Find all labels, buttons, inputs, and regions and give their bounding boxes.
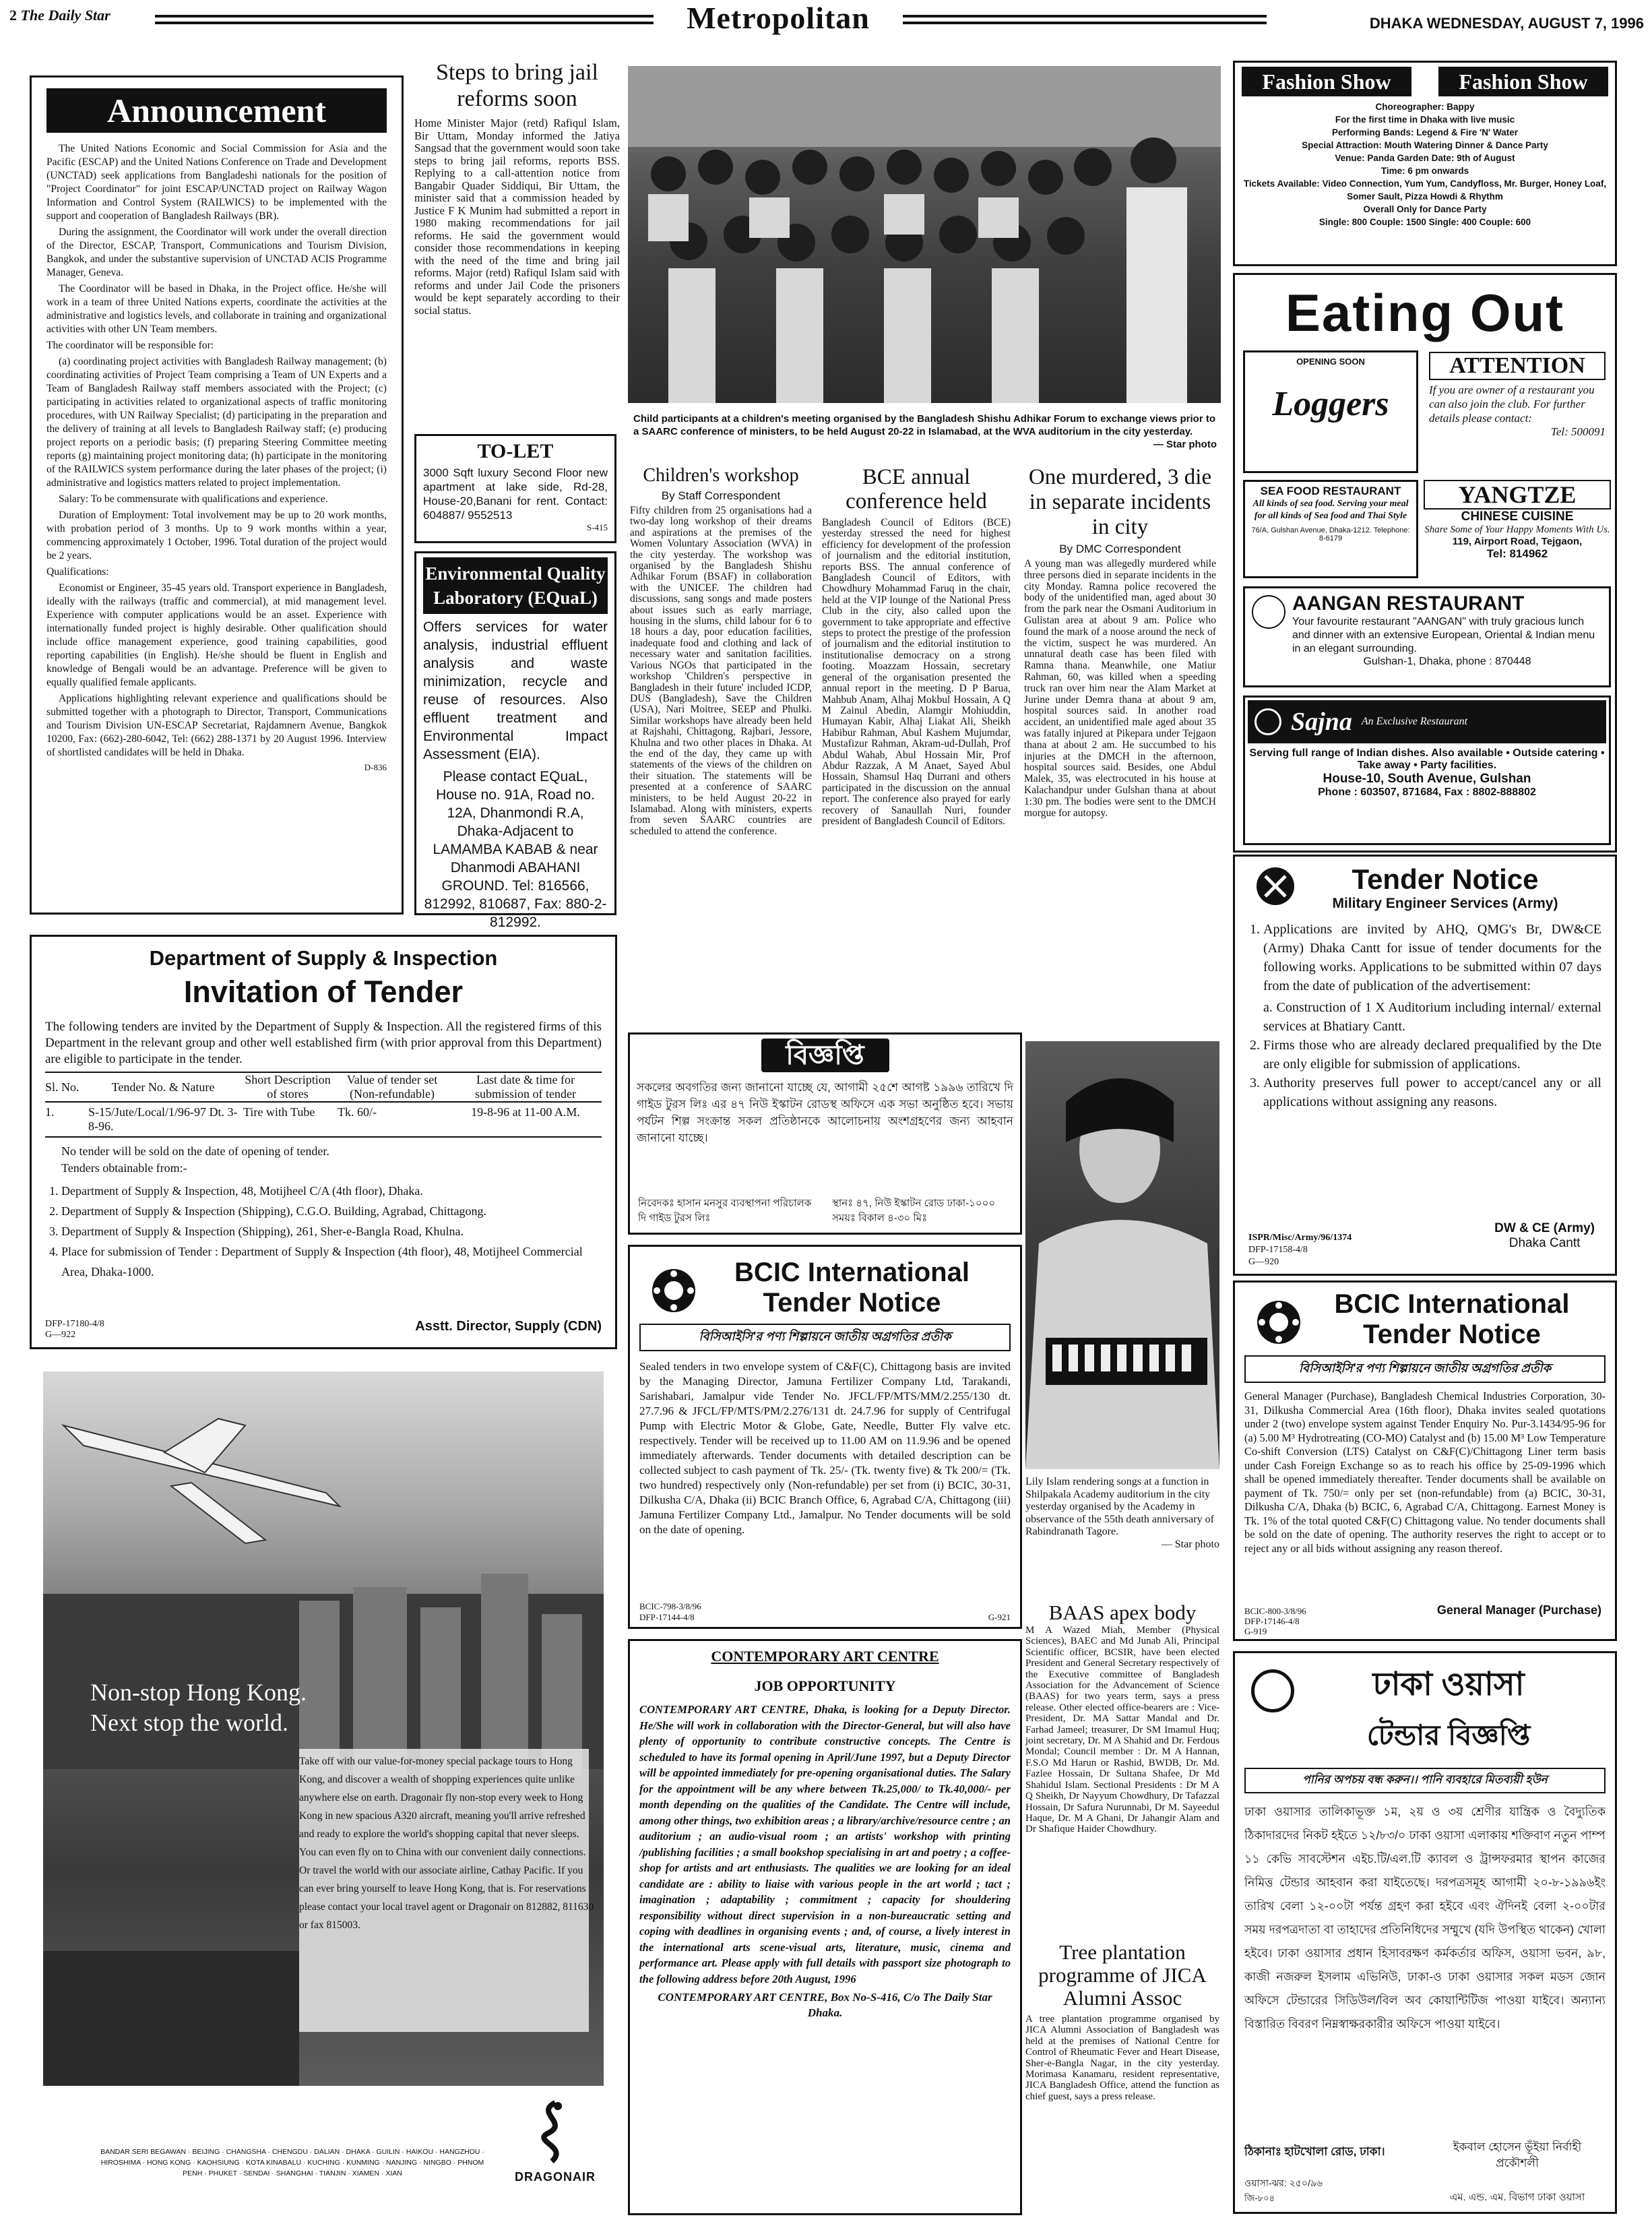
announcement-body (46, 142, 387, 760)
aangan-title: AANGAN RESTAURANT (1292, 592, 1525, 615)
fashion-show-title-left: Fashion Show (1242, 67, 1411, 96)
sajna-banner (1248, 700, 1606, 743)
bcic-title-2: Tender Notice (763, 1288, 941, 1318)
bcic-title-2a: BCIC International (1334, 1289, 1570, 1319)
attention-body: If you are owner of a restaurant you can also join the club. For further details please contact: (1429, 383, 1595, 425)
military-item-1a: a. Construction of 1 X Auditorium including internal/ external services at Bhatiary Cantt. (1263, 1000, 1601, 1034)
loggers-ad (1243, 350, 1418, 473)
col-value: Value of tender set (Non-refundable) (346, 1073, 438, 1101)
military-sign-1: DW & CE (Army) (1494, 1221, 1595, 1235)
fashion-line: Single: 800 Couple: 1500 Single: 400 Couple: 600 (1319, 217, 1531, 227)
cell-tender-no: S-15/Jute/Local/1/96-97 Dt. 3-8-96. (88, 1105, 238, 1133)
announcement-code: D-836 (364, 762, 387, 772)
murders-headline: One murdered, 3 die in separate incidents in city (1028, 465, 1212, 539)
bcic-strap-2: বিসিআইসি'র পণ্য শিল্পায়নে জাতীয় অগ্রগতির প্রতীক (1244, 1355, 1606, 1383)
fashion-show-ad (1233, 61, 1617, 266)
wasa-code: জি-৮০৪ (1244, 2193, 1275, 2203)
murders-byline: By DMC Correspondent (1059, 543, 1181, 555)
to-let-code: S-415 (586, 522, 608, 532)
equal-lab-contact: Please contact EQuaL, House no. 91A, Road no. 12A, Dhanmondi R.A, Dhaka-Adjacent to LAMAMBA KABAB & near Dhanmodi ABAHANI GROUND. Tel: 816566, 812992, 810687, Fax: 880-2-812992. (424, 769, 607, 930)
sajna-ad (1243, 696, 1611, 845)
bengali-notice-left: নিবেদকঃ হাসান মনসুর ব্যবস্থাপনা পরিচালক দি গাইড টুরস লিঃ (638, 1198, 812, 1224)
sajna-body: Serving full range of Indian dishes. Also available • Outside catering • Take away • Party facilities. (1249, 747, 1605, 771)
fashion-line: Special Attraction: Mouth Watering Dinner & Dance Party (1302, 140, 1548, 150)
supply-intro: The following tenders are invited by the Department of Supply & Inspection. All the registered firms of this Department in the relevant group and other well established firm (with prior approval from this Department) are eligible to participate in the tender. (45, 1020, 602, 1066)
sajna-title: Sajna (1291, 708, 1352, 736)
childrens-workshop-article (630, 465, 812, 837)
bengali-notice-right: স্থানঃ ৪৭, নিউ ইস্কাটন রোড ঢাকা-১০০০ সময়ঃ বিকাল ৪-৩০ মিঃ (832, 1198, 996, 1224)
bcic-codes-2 (1244, 1606, 1306, 1636)
bcic-title-1: BCIC International (734, 1258, 970, 1287)
dragonair-body: Take off with our value-for-money special package tours to Hong Kong, and discover a wealth of shopping experiences quite unlike anywhere else on earth. Dragonair fly non-stop every week to Hong Kong in new spacious A320 aircraft, meaning you'll arrive refreshed and ready to explore the world's shopping capital that never sleeps. You can even fly on to China with our convenient daily connections. Or travel the world with our associate airline, Cathay Pacific. If you can ever bring yourself to leave Hong Kong, that is. For reservations please contact your local travel agent or Dragonair on 812882, 811630 or fax 815003. (299, 1756, 594, 1931)
seafood-title: SEA FOOD RESTAURANT (1260, 485, 1401, 497)
childrens-workshop-headline: Children's workshop (643, 465, 799, 486)
military-title: Tender Notice (1352, 863, 1539, 895)
childrens-workshop-byline: By Staff Correspondent (661, 489, 781, 502)
military-code-3: G—920 (1248, 1257, 1279, 1267)
announcement-paragraph: Qualifications: (46, 566, 109, 578)
supply-footer (45, 1319, 602, 1340)
seafood-ad (1243, 480, 1418, 578)
fashion-show-title-right: Fashion Show (1438, 67, 1608, 96)
cell-value: Tk. 60/- (338, 1105, 377, 1119)
aangan-ad (1243, 586, 1611, 687)
military-item-2-text: Firms those who are already declared prequalified by the Dte are only eligible for submission of applications. (1263, 1038, 1601, 1072)
fashion-line: Overall Only for Dance Party (1363, 204, 1487, 214)
section-title: Metropolitan (687, 1, 870, 35)
supply-tender-title: Invitation of Tender (183, 975, 464, 1009)
wasa-address-right: এম. এন্ড. এম. বিভাগ ঢাকা ওয়াসা (1449, 2192, 1585, 2203)
wasa-body: ঢাকা ওয়াসার তালিকাভূক্ত ১ম, ২য় ও ৩য় শ্রেণীর যান্ত্রিক ও বৈদ্যুতিক ঠিকাদারদের নিকট হইতে ১২/৮৩/০ ঢাকা ওয়াসা এলাকায় শক্তিবাণ নতুন পাম্প ১১ কেভি সাবস্টেশন এইচ.টি/এল.টি ক্যাবল ও ট্রান্সফরমার স্থাপন কাজের নিমিত্ত টেন্ডার আহবান করা যাইতেছে। দরপত্রসমূহ আগামী ২০-৮-১৯৯৬ইং তারিখ বেলা ১২-০০টা পর্যন্ত গ্রহণ করা হইবে এবং ঐদিনই বেলা ২-০০টার সময় দরপত্রদাতা বা তাহাদের প্রতিনিধিদের সম্মুখে (যদি উপস্থিত থাকেন) খোলা হইবে। ঢাকা ওয়াসার প্রধান হিসাবরক্ষণ কর্মকর্তার অফিস, ওয়াসা ভবন, ৯৮, কাজী নজরুল ইসলাম এভিনিউ, ঢাকা-ও ঢাকা ওয়াসার সকল মডস জোন অফিসে টেন্ডারের সিডিউল/বিল অব কোয়ান্টিটিজ পাওয়া যাইবে। অন্যান্য বিস্তারিত বিবরণ নিম্নস্বাক্ষরকারীর অফিসে পাওয়া যাইবে। (1244, 1805, 1606, 2031)
bcic-code-2a: BCIC-800-3/8/96 (1244, 1606, 1306, 1616)
aangan-logo-icon (1252, 595, 1285, 629)
children-meeting-photo (628, 66, 1221, 403)
announcement-paragraph: The coordinator will be responsible for: (46, 340, 214, 351)
supply-code-2: G—922 (45, 1330, 76, 1340)
dragonair-headline-2: Next stop the world. (90, 1709, 288, 1736)
children-meeting-caption (633, 412, 1217, 451)
bcic-codes-1 (639, 1601, 701, 1623)
military-item-3-text: Authority preserves full power to accept/cancel any or all applications without assigning any reasons. (1263, 1076, 1601, 1109)
bcic-code-2b: DFP-17146-4/8 (1244, 1616, 1300, 1626)
page-number: 2 (9, 7, 17, 24)
dragonair-cities: BANDAR SERI BEGAWAN · BEIJING · CHANGSHA · CHENGDU · DALIAN · DHAKA · GUILIN · HAIKOU · HANGZHOU · HIROSHIMA · HONG KONG · KAOHSIUNG · KOTA KINABALU · KUCHING · KUNMING · NANJING · NINGBO · PHNOM PENH · PHUKET · SENDAI · SHANGHAI · TIANJIN · XIAMEN · XIAN (100, 2148, 484, 2177)
fashion-line: Time: 6 pm onwards (1380, 166, 1469, 176)
military-code-2: DFP-17158-4/8 (1248, 1245, 1308, 1255)
table-row (45, 1102, 602, 1137)
fashion-line: Tickets Available: Video Connection, Yum Yum, Candyfloss, Mr. Burger, Honey Loaf, Somer Sault, Pizza Howdi & Rhythm (1243, 179, 1607, 202)
announcement-paragraph: Duration of Employment: Total involvement may be up to 20 work months, with probation period of 3 months. Up to 9 work months within a year, commencing approximately 1 October, 1996. Total duration of the project would be 2 years. (46, 509, 387, 561)
military-item-1-text: Applications are invited by AHQ, QMG's Br, DW&CE (Army) Dhaka Cantt for issue of tender documents for the following works. Applications to be submitted within 07 days from the date of publication of the advertisement: (1263, 922, 1601, 993)
airplane-icon (63, 1419, 340, 1543)
yangtze-tel: Tel: 814962 (1486, 547, 1548, 560)
murders-article (1024, 465, 1216, 819)
military-item-1 (1263, 920, 1601, 1036)
tree-plantation-body: A tree plantation programme organised by JICA Alumni Association of Bangladesh was held at the premises of National Centre for Control of Rheumatic Fever and Heart Disease, Sher-e-Bangla Nagar, in the city yesterday. Morimasa Kanamaru, resident representative, JICA Bangladesh Office, attend the function as chief guest, says a press release. (1025, 2014, 1219, 2102)
bengali-notice-ad (628, 1032, 1022, 1235)
fashion-line: Venue: Panda Garden Date: 9th of August (1335, 153, 1515, 163)
bengali-notice-body: সকলের অবগতির জন্য জানানো যাচ্ছে যে, আগামী ২৫শে আগষ্ট ১৯৯৬ তারিখে দি গাইড টুরস লিঃ এর ৪৭ নিউ ইস্কাটন রোডস্থ অফিসে এক সভা অনুষ্ঠিত হবে। সভায় পর্যটন শিল্প সংক্রান্ত সকল প্রতিষ্ঠানকে আলোচনায় অংশগ্রহণের জন্য আহবান জানানো যাচ্ছে। (637, 1081, 1013, 1144)
bce-conference-body: Bangladesh Council of Editors (BCE) yesterday stressed the need for highest efficiency for development of the profession of journalism and the editorial institution, reports BSS. The annual conference of Bangladesh Council of Editors, with Chowdhury Mohammad Faruq in the chair, held at the VIP lounge of the National Press Club in the city, also called upon the government to take appropriate and effective steps to protect the prestige of the profession of journalism and the editorial institution to institutionalise democracy on a strong footing. Moazzam Hossain, secretary general of the organisation presented the annual report in the meeting. D P Barua, Mahbub Anam, Alhaj Mokbul Hossain, A Q M Zainul Abedin, Alamgir Mohiuddin, Humayan Kabir, Alhaj Liakat Ali, Sheikh Habibur Rahman, Abul Kashem Mujumdar, Mustafizur Rahman, Akram-ud-Dullah, Prof Abdul Wahab, Abul Hossain Mir, Prof Abdur Razzak, A M Anaet, Sayed Abul Hossain, Shamsul Haq Durrani and others participated in the discussion on the annual report. The conference also prayed for early recovery of Sanaullah Nuri, founder president of Bangladesh Council of Editors. (822, 517, 1011, 827)
bce-conference-headline: BCE annual conference held (846, 465, 987, 514)
seafood-body: All kinds of sea food. Serving your meal for all kinds of Sea food and Thai Style (1252, 499, 1409, 521)
supply-code-1: DFP-17180-4/8 (45, 1319, 104, 1329)
bcic-tender-ad-2 (1233, 1280, 1617, 1641)
loggers-opening: OPENING SOON (1296, 357, 1365, 367)
baas-article (1025, 1601, 1219, 1835)
to-let-body: 3000 Sqft luxury Second Floor new apartment at lake side, Rd-28, House-20,Banani for rent. Contact: 604887/ 9552513 (423, 466, 608, 522)
supply-address-list (61, 1181, 602, 1282)
dateline: DHAKA WEDNESDAY, AUGUST 7, 1996 (1369, 15, 1644, 32)
masthead-rule-left (155, 15, 654, 24)
to-let-ad (414, 434, 616, 543)
bcic-signatory-2: General Manager (Purchase) (1436, 1603, 1601, 1617)
dragon-logo-icon (528, 2099, 582, 2167)
supply-tender-ad (30, 935, 617, 1349)
col-last-date: Last date & time for submission of tender (475, 1073, 576, 1101)
fashion-line: For the first time in Dhaka with live music (1335, 115, 1515, 125)
attention-ad (1424, 350, 1611, 473)
children-meeting-photo-art (628, 66, 1221, 403)
fashion-line: Performing Bands: Legend & Fire 'N' Water (1332, 127, 1518, 137)
seafood-address: 76/A, Gulshan Avenue, Dhaka-1212. Telephone: 8-6179 (1251, 526, 1410, 543)
jail-reforms-article (414, 59, 620, 423)
announcement-title: Announcement (46, 88, 387, 133)
col-description: Short Description of stores (245, 1073, 331, 1101)
childrens-workshop-body: Fifty children from 25 organisations had a two-day long workshop of their dreams and aspirations at the premises of the Women Voluntary Association (WVA) in the city yesterday. The workshop was organised by the Bangladesh Shishu Adhikar Forum (BSAF) in collaboration with the UNICEF. The children had discussions, sang songs and made posters about issues such as early marriage, housing in the slums, child labour for 6 to 18 hours a day, poor education facilities, inadequate food and clothing and lack of necessary water and sanitation facilities. Various NGOs that participated in the workshop 'Children's perspective in Bangladesh in their future' included ICDP, DUS (Bangladesh), Save the Children (USA), Nari Moitree, SEEP and Phulki. Similar workshops have already been held at Rajshahi, Chittagong, Rajbari, Jessore, Khulna and two other places in Dhaka. At the end of the day, they came up with statements of the views of the children on their situation. The statements will be presented at a conference of SAARC ministers, to be held August 20-22 in Islamabad. Along with ministers, experts from seven SAARC countries are scheduled to attend the conference. (630, 505, 812, 837)
bcic-code-1c: G-921 (988, 1612, 1011, 1622)
military-signatory (1494, 1221, 1595, 1251)
dhaka-wasa-ad (1233, 1651, 1617, 2214)
children-meeting-caption-text: Child participants at a children's meeting organised by the Bangladesh Shishu Adhikar Forum to exchange views prior to a SAARC conference of ministers, to be held August 20-22 in Islamabad, at the WVA auditorium in the city yesterday. (633, 413, 1216, 437)
lily-islam-caption (1025, 1476, 1219, 1551)
col-sl: Sl. No. (45, 1080, 80, 1094)
art-centre-ad (628, 1639, 1022, 2215)
sajna-address: House-10, South Avenue, Gulshan (1323, 772, 1531, 786)
art-centre-name: CONTEMPORARY ART CENTRE (711, 1648, 939, 1665)
wasa-signatory: ইকবাল হোসেন ভূঁইয়া নির্বাহী প্রকৌশলী (1453, 2140, 1582, 2169)
announcement-paragraph: Salary: To be commensurate with qualifications and experience. (59, 493, 328, 505)
baas-headline: BAAS apex body (1048, 1601, 1197, 1624)
art-centre-body: CONTEMPORARY ART CENTRE, Dhaka, is looking for a Deputy Director. He/She will work in collaboration with the Director-General, but will also have plenty of opportunity to contribute constructive concepts. The Centre is scheduled to have its formal opening in April/June 1997, but a Deputy Director will be appointed immediately for pre-opening organisational duties. The Salary for the appointment will be any where between Tk.25,000/ to Tk.40,000/- per month depending on the qualities of the Candidate. The Centre will include, among other things, two exhibition areas ; a library/archive/resource centre ; an auditorium ; an audio-visual room ; an artists' workshop with printing /publishing facilities ; a small bookshop specialising in art and poetry ; a coffee-shop for artists and art enthusiasts. The qualities we are looking for an ideal candidate are : ability to liaise with various people in the art world ; tact ; imagination ; adaptability ; commitment ; capacity for shouldering responsibility without direct supervision in a non-bureaucratic setting and coping with deadlines in organising events ; and, of course, a lively interest in the international arts scene-visual arts, literature, music, cinema and performance art. Please apply with full details with passport size photograph to the following address before 20th August, 1996 (639, 1703, 1011, 1985)
bcic-code-2c: G-919 (1244, 1626, 1267, 1636)
military-codes (1248, 1232, 1352, 1268)
list-item: 4. Place for submission of Tender : Department of Supply & Inspection (4th floor), 48, Motijheel Commercial Area, Dhaka-1000. (61, 1241, 602, 1282)
children-meeting-credit: — Star photo (1153, 439, 1217, 450)
col-tender-no: Tender No. & Nature (111, 1080, 215, 1094)
wasa-subtitle: টেন্ডার বিজ্ঞপ্তি (1366, 1719, 1531, 1751)
cell-description: Tire with Tube (243, 1105, 315, 1119)
wasa-logo-icon (1251, 1669, 1294, 1712)
list-item: 2. Department of Supply & Inspection (Shipping), C.G.O. Building, Agrabad, Chittagong. (61, 1201, 602, 1221)
fashion-show-title-row (1242, 67, 1608, 96)
yangtze-sub: CHINESE CUISINE (1461, 509, 1574, 524)
bcic-logo-icon-2 (1255, 1299, 1302, 1346)
dragonair-logo-text: DRAGONAIR (515, 2170, 596, 2184)
cell-last-date: 19-8-96 at 11-00 A.M. (471, 1105, 580, 1119)
announcement-ad (30, 75, 404, 915)
lily-islam-photo (1025, 1041, 1219, 1469)
sajna-phone: Phone : 603507, 871684, Fax : 8802-888802 (1318, 786, 1536, 798)
jail-reforms-body: Home Minister Major (retd) Rafiqul Islam, Bir Uttam, Monday informed the Jatiya Sangsad that the government would soon take steps to bring jail reforms, reports BSS. Replying to a call-attention notice from Bangabir Quader Siddiqui, Bir Uttam, the minister said that a commission headed by Justice F K Munim had submitted a report in 1980 making recommendations for jail reforms. He said the government would consider those recommendations in keeping with the need of the time and bring jail reforms. Major (retd) Rafiqul Islam said with reforms and under Jail Code the prisoners would be kept separately according to their social status. (414, 117, 620, 317)
loggers-logo: Loggers (1272, 385, 1389, 423)
art-centre-title: JOB OPPORTUNITY (754, 1677, 896, 1694)
fashion-show-details (1242, 100, 1608, 228)
supply-table-header (45, 1072, 602, 1102)
yangtze-address: 119, Airport Road, Tejgaon, (1452, 536, 1583, 547)
supply-tender-table (45, 1072, 602, 1138)
list-item: 3. Department of Supply & Inspection (Shipping), 261, Sher-e-Bangla Road, Khulna. (61, 1221, 602, 1241)
attention-title: ATTENTION (1429, 352, 1606, 380)
equal-lab-services: Offers services for water analysis, industrial effluent analysis and waste minimization, recycle and reuse of resources. Also effluent treatment and Environmental Impact Assessment (EIA). (423, 619, 608, 762)
tree-plantation-headline: Tree plantation programme of JICA Alumni Assoc (1038, 1940, 1207, 2010)
dragonair-headline-1: Non-stop Hong Kong. (90, 1679, 307, 1706)
military-sign-2: Dhaka Cantt (1508, 1236, 1581, 1250)
bengali-notice-title: বিজ্ঞপ্তি (761, 1039, 889, 1072)
bcic-tender-ad-1 (628, 1245, 1022, 1629)
wasa-title: ঢাকা ওয়াসা (1372, 1667, 1525, 1702)
page-number-nameplate (9, 7, 144, 24)
lily-islam-caption-text: Lily Islam rendering songs at a function in Shilpakala Academy auditorium in the city yesterday organised by the Academy in observance of the 55th death anniversary of Rabindranath Tagore. (1025, 1476, 1214, 1537)
announcement-paragraph: (a) coordinating project activities with Bangladesh Railway management; (b) coordinating activities of Project Team comprising a Team of UN Experts and a Team of Bangladesh Railway staff members associated with the Project; (c) participating in activities related to organizational aspects of traffic monitoring procedures, with UN Railway Specialist; (d) participating in the preparation and the delivery of training at all levels to Bangladesh Railway staff; (e) producing project reports on a periodic basis; (f) preparing Steering Committee meeting reports (g) maintaining project monitoring data; (h) participate in the monitoring of the RAILWICS system performance during the later phases of the project; (i) administrative and logistics matters related to project implementation. (46, 356, 387, 489)
bcic-code-1a: BCIC-798-3/8/96 (639, 1601, 701, 1611)
supply-signatory: Asstt. Director, Supply (CDN) (415, 1319, 602, 1334)
art-centre-address: CONTEMPORARY ART CENTRE, Box No-S-416, C/o The Daily Star Dhaka. (658, 1991, 992, 2019)
yangtze-ad (1424, 480, 1611, 578)
supply-note-2: Tenders obtainable from:- (61, 1161, 187, 1175)
bcic-body-2: General Manager (Purchase), Bangladesh Chemical Industries Corporation, 30-31, Dilkusha Commercial Area (16th floor), Dhaka invites sealed quotations under 2 (two) envelope system against Tender Enquiry No. Pur-3.1434/95-96 for (a) 5.00 M³ Hydrotreating (CO-MO) Catalyst and (b) 15.00 M³ Low Temperature Co-shift Conversion (LTS) Catalyst on C&F(C)/Chittagong Liner term basis under Cash Foreign Exchange so as to reach his office by 25-09-1996 which shall be opened immediately thereafter. Tender documents shall be available on payment of Tk. 750/= only per set (non-refundable) from (a) BCIC, 30-31, Dilkusha C/A, Dhaka (b) BCIC, 6, Agrabad C/A, Chittagong. Earnest Money is Tk. 1% of the total quoted C&F(C) Chittagong value. No tender documents shall be sold on the date of opening. The authority reserves the right to accept or to reject any or all bids without assigning any reason thereof. (1244, 1390, 1606, 1555)
bcic-strap-1: বিসিআইসি'র পণ্য শিল্পায়নে জাতীয় অগ্রগতির প্রতীক (639, 1324, 1011, 1351)
announcement-paragraph: The Coordinator will be based in Dhaka, in the Project office. He/she will work in a team of three United Nations experts, coordinate the activities at the administrative and logistics levels, and collaborate in training and organizational activities with other UN Team members. (46, 283, 387, 335)
equal-lab-title: Environmental Quality Laboratory (EQuaL) (423, 557, 608, 614)
aangan-address: Gulshan-1, Dhaka, phone : 870448 (1363, 656, 1531, 667)
fashion-line: Choreographer: Bappy (1375, 102, 1475, 112)
attention-tel: Tel: 500091 (1550, 425, 1606, 438)
newspaper-name: The Daily Star (20, 7, 110, 24)
dragonair-ad (30, 1371, 617, 2211)
list-item: 1. Department of Supply & Inspection, 48, Motijheel C/A (4th floor), Dhaka. (61, 1181, 602, 1201)
aangan-body: Your favourite restaurant "AANGAN" with truly gracious lunch and dinner with an extensive European, Oriental & Indian menu in an elegant surrounding. (1292, 616, 1595, 654)
lily-islam-credit: — Star photo (1161, 1538, 1219, 1550)
announcement-paragraph: Applications highlighting relevant experience and qualifications should be submitted together with a photograph to Director, Transport, Communications and Tourism Division UN-ESCAP Secretariat, Rajdamnern Avenue, Bangkok 10200, Fax: (662)-280-6042, Tel: (662) 288-1371 by 20 August 1996. Interview of shortlisted candidates will be held in Dhaka. (46, 693, 387, 758)
bcic-body-1: Sealed tenders in two envelope system of C&F(C), Chittagong basis are invited by the Managing Director, Jamuna Fertilizer Company Ltd, Tarakandi, Sarishabari, Jamalpur vide Tender No. JFCL/FP/MTS/MM/2.255/130 dt. 27.7.96 & JFCL/FP/MTS/PM/2.276/131 dt. 24.7.96 for supply of Centrifugal Pump with Electric Motor & Globe, Gate, Needle, Butter Fly valve etc. respectively. Tender will be received up to 11.00 AM on 11.9.96 and be opened immediately afterwards. Tender documents with detailed description can be collected subject to cash payment of Tk. 25/- (Tk. twenty five) & Tk 200/= (Tk. two hundred) respectively only (Non-refundable) per set from (i) BCIC, 30-31, Dilkusha C/A, Dhaka (ii) BCIC Branch Office, 6, Agrabad C/A, Chittagong (iii) Jamuna Fertilizer Company Ltd., Jamalpur. No Tender documents will be sold on the date of opening. (639, 1360, 1011, 1536)
announcement-paragraph: The United Nations Economic and Social Commission for Asia and the Pacific (ESCAP) and the United Nations Conference on Trade and Development (UNCTAD) seek applications from Bangladeshi nationals for the position of "Project Coordinator" for joint ESCAP/UNCTAD project on Railway Wagon Information and Control System (RAILWICS) to be implemented with the support and cooperation of Bangladesh Railways (BR). (46, 143, 387, 222)
announcement-paragraph: Economist or Engineer, 35-45 years old. Transport experience in Bangladesh, ideally with the railways (traffic and commercial), at mid management level. Experience with computer applications would be an asset. Experience with internationally funded project is highly desirable. Other qualification should include office management experience, good training capabilities, good reporting capabilities (in English). He/she should be fluent in English and knowledge of Bengali would be an advantage. Preference will be given to equally qualified female applicants. (46, 582, 387, 688)
announcement-paragraph: During the assignment, the Coordinator will work under the overall direction of the Director, ESCAP, Transport, Communications and Tourism Division, Bangkok, and under the substantive supervision of UNCTAD ACIS Programme Manager, Geneva. (46, 226, 387, 278)
bcic-title-2b: Tender Notice (1363, 1320, 1541, 1349)
wasa-strap: পানির অপচয় বন্ধ করুন।। পানি ব্যবহারে মিতব্যয়ী হউন (1244, 1768, 1606, 1793)
lily-islam-photo-art (1025, 1041, 1219, 1469)
sajna-tagline: An Exclusive Restaurant (1361, 716, 1468, 727)
military-emblem-icon (1255, 866, 1296, 906)
cell-sl: 1. (45, 1105, 55, 1119)
baas-body: M A Wazed Miah, Member (Physical Sciences), BAEC and Md Junab Ali, Principal Scientific officer, BCSIR, have been elected President and General Secretary respectively of the Executive committee of Bangladesh Association for the Advancement of Science (BAAS) for two years term, says a press release. Other elected office-bearers are : Vice-President, Dr. MA Sattar Mandal and Dr. Farhad Jameel; treasurer, Dr SM Imamul Huq; joint secretary, Dr. M A Shahid and Dr. Ferdous Mondal; Council member : Dr. M A Hannan, F.S.O Md Harun or Rashid, BWDB, Dr. Md. Fazlee Hossain, Dr Sultana Shafee, Dr Md Shahidul Islam. Sectional Presidents : Dr M A Q Sheikh, Dr Nayyum Chowdhury, Dr Tafazzal Hossain, Dr Safura Nurunnabi, Dr M. Sayeedul Haque, Dr. M A Ghani, Dr Jahangir Alam and Dr Shafique Haider Chowdhury. (1025, 1625, 1219, 1835)
masthead-rule-right (903, 15, 1267, 24)
bcic-code-1b: DFP-17144-4/8 (639, 1612, 695, 1622)
jail-reforms-headline: Steps to bring jail reforms soon (436, 60, 598, 111)
murders-body: A young man was allegedly murdered while three persons died in separate incidents in the city Monday. Ramna police recovered the body of the unidentified man, aged about 30 from the park near the Osmani Auditorium in Gulistan area at about 9 am. Police who found the mark of a noose around the neck of the victim, suspect he was murdered. An unnatural death case has been filed with Ramna thana. Meanwhile, one Matiur Rahman, 60, was killed when a speeding truck ran over him near the Alam Market at Jurine under Demra thana at about 9 am, hospital sources said. In another road accident, an unidentified male aged about 35 was fatally injured at Pikepara under Tejgaon thana at about 2 am. He succumbed to his injuries at the DMCH in the afternoon, hospital sources said. Besides, one Abdul Malek, 35, was electrocuted in his house at Kalachandpur under Gulshan thana at about 1:30 pm. The bodies were sent to the DMCH morgue for autopsy. (1024, 558, 1216, 819)
sajna-logo-icon (1254, 708, 1281, 735)
bcic-logo-icon (650, 1267, 697, 1314)
military-subtitle: Military Engineer Services (Army) (1332, 896, 1558, 911)
military-items (1263, 920, 1601, 1111)
yangtze-title: YANGTZE (1424, 480, 1611, 509)
military-code-1: ISPR/Misc/Army/96/1374 (1248, 1233, 1352, 1243)
supply-dept-title: Department of Supply & Inspection (149, 946, 498, 970)
supply-note-1: No tender will be sold on the date of opening of tender. (61, 1144, 329, 1158)
tree-plantation-article (1025, 1941, 1219, 2102)
eating-out-ad (1233, 273, 1617, 853)
bce-conference-article (822, 465, 1011, 827)
military-tender-ad (1233, 855, 1617, 1276)
equal-lab-ad (414, 551, 616, 930)
eating-out-title: Eating Out (1285, 283, 1565, 342)
wasa-phone: ওয়াসা-ঝর: ২৫০/৯৬ (1244, 2177, 1323, 2188)
military-item-2 (1263, 1036, 1601, 1074)
military-item-3 (1263, 1074, 1601, 1111)
yangtze-body: Share Some of Your Happy Moments With Us. (1424, 524, 1610, 535)
wasa-address-left: ঠিকানাঃ হাটখোলা রোড, ঢাকা। (1244, 2145, 1385, 2158)
to-let-title: TO-LET (477, 440, 554, 462)
